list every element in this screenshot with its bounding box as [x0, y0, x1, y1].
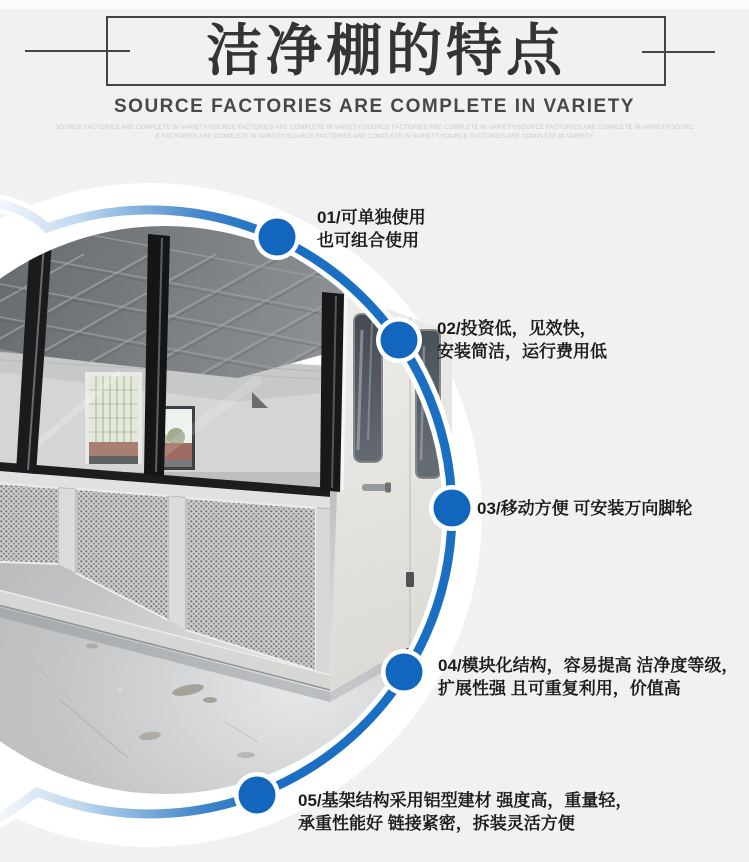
tagline-line1: SOURCE FACTORIES ARE COMPLETE IN VARIETY/SOURCE FACTORIES ARE COMPLETE IN VARIETY/SOURCE FACTORIES ARE COMPLETE IN VARIETY/SOURCE FACTORIES ARE COMPLETE IN VARIETY/SOURC	[55, 125, 694, 131]
feature-03-line1: 03/移动方便 可安装万向脚轮	[477, 499, 693, 518]
feature-04-line1: 04/模块化结构，容易提高 洁净度等级，	[438, 656, 739, 675]
feature-05-line2: 承重性能好 链接紧密，拆装灵活方便	[298, 814, 575, 833]
page-title: 洁净棚的特点	[206, 19, 566, 82]
feature-dot-04	[381, 649, 427, 695]
feature-01-line1: 01/可单独使用	[317, 208, 426, 227]
feature-item-05	[298, 789, 632, 835]
feature-dot-05	[234, 772, 280, 818]
feature-02-line1: 02/投资低，见效快，	[437, 319, 597, 338]
backwall-window-a	[85, 372, 142, 464]
feature-item-01	[317, 206, 426, 252]
feature-02-line2: 安装简洁，运行费用低	[437, 342, 607, 361]
feature-dot-02	[376, 317, 422, 363]
feature-04-line2: 扩展性强 且可重复利用，价值高	[438, 679, 681, 698]
feature-05-line1: 05/基架结构采用铝型建材 强度高，重量轻，	[298, 791, 633, 810]
door-hinge-upper	[406, 572, 414, 587]
tagline-line2: E FACTORIES ARE COMPLETE IN VARIETY/SOURCE FACTORIES ARE COMPLETE IN VARIETY/SOURCE FACTORIES ARE COMPLETE IN VARIETY	[155, 134, 594, 140]
feature-01-line2: 也可组合使用	[317, 231, 419, 250]
page-subtitle: SOURCE FACTORIES ARE COMPLETE IN VARIETY	[114, 96, 635, 117]
feature-item-04	[438, 654, 738, 700]
feature-item-03	[477, 497, 692, 520]
feature-dot-01	[254, 214, 300, 260]
feature-item-02	[437, 317, 607, 363]
feature-dot-03	[429, 485, 475, 531]
door-handle	[362, 484, 388, 491]
